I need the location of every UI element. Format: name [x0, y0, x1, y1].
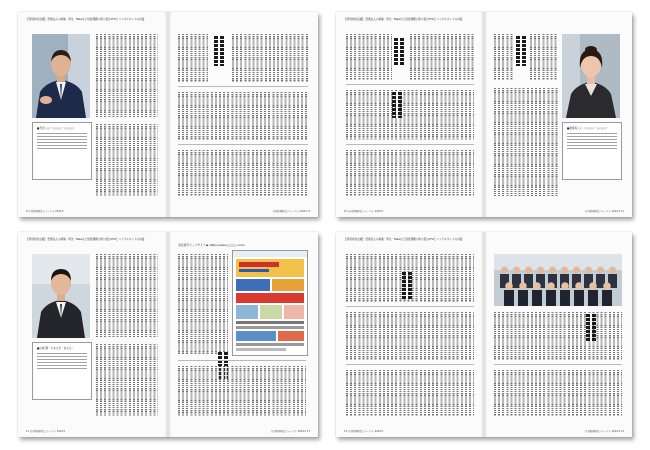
page-folio-left: 10 月刊税務経営ジャーナル 2019.5 [344, 210, 384, 213]
page-folio-left: 14 月刊税務経営ジャーナル 2019.5 [344, 430, 384, 433]
spread-gutter [481, 12, 487, 217]
profile-caption-text [37, 133, 87, 151]
section-headline [402, 272, 412, 300]
article-text-column [178, 92, 308, 140]
article-text-column [410, 34, 474, 80]
article-text-column [178, 254, 228, 354]
website-label: 会社紹介ウェブサイト ▶ https://www.○○○○.com/ [178, 243, 245, 247]
magazine-spread-4 [336, 232, 632, 437]
spread-header: 【特別対談企画】 医療法人の承継・再生・M&Aなど経営課題に取り組むCFOとコンサルタントの対話 [344, 18, 463, 21]
article-text-column [96, 124, 158, 196]
column-divider [494, 364, 622, 365]
magazine-spread-1 [18, 12, 318, 217]
magazine-spread-2 [336, 12, 632, 217]
article-text-column [494, 88, 558, 196]
page-folio-right: 月刊税務経営ジャーナル 2019.5 11 [584, 210, 624, 213]
profile-caption-name: ■取締役 ○○（○○○○・○○○○） [567, 127, 609, 130]
interviewee-photo-woman [562, 34, 620, 118]
profile-caption-text [37, 353, 87, 371]
column-divider [346, 84, 474, 85]
column-divider [178, 144, 308, 145]
page-folio-right: 月刊税務経営ジャーナル 2019.5 13 [270, 430, 310, 433]
spread-header: 【特別対談企画】 医療法人の承継・再生・M&Aなど経営課題に取り組むCFOとコンサルタントの対話 [26, 238, 145, 241]
article-text-column [96, 254, 158, 338]
profile-caption-name: ■代表 ○○（○○○○・○○○○） [37, 127, 76, 130]
profile-caption-text [567, 133, 617, 151]
column-divider [346, 364, 474, 365]
spread-header: 【特別対談企画】 医療法人の承継・再生・M&Aなど経営課題に取り組むCFOとコンサルタントの対話 [344, 238, 463, 241]
page-folio-left: 8 月刊税務経営ジャーナル 2019.5 [26, 210, 64, 213]
page-folio-right: 月刊税務経営ジャーナル 2019.5 9 [272, 210, 310, 213]
article-text-column [232, 34, 308, 82]
section-headline [394, 38, 406, 66]
article-text-column [494, 370, 622, 416]
spread-gutter [165, 232, 171, 437]
article-text-column [494, 34, 514, 80]
spread-header: 【特別対談企画】 医療法人の承継・再生・M&Aなど経営課題に取り組むCFOとコンサルタントの対話 [26, 18, 145, 21]
interviewee-photo-man [32, 34, 90, 118]
article-text-column [346, 370, 474, 416]
group-staff-photo [494, 254, 622, 306]
section-headline [586, 314, 596, 342]
article-text-column [178, 150, 308, 196]
article-text-column [178, 34, 208, 82]
page-folio-left: 12 月刊税務経営ジャーナル 2019.5 [26, 430, 66, 433]
article-text-column [96, 34, 158, 118]
section-headline [214, 36, 226, 66]
profile-caption-box [562, 122, 622, 180]
article-text-column [346, 90, 474, 140]
magazine-spread-3 [18, 232, 318, 437]
article-text-column [530, 34, 558, 80]
article-text-column [346, 34, 392, 80]
column-divider [178, 360, 306, 361]
profile-caption-box [32, 342, 92, 400]
column-divider [178, 86, 308, 87]
profile-caption-name: ■山崎 勝（やまざき・まさる） [37, 347, 74, 350]
website-screenshot [232, 250, 308, 356]
spread-gutter [481, 232, 487, 437]
column-divider [346, 144, 474, 145]
section-headline [392, 92, 402, 118]
section-headline [516, 36, 526, 66]
column-divider [346, 306, 474, 307]
article-text-column [96, 344, 158, 416]
article-text-column [346, 150, 474, 196]
article-text-column [494, 312, 622, 360]
profile-caption-box [32, 122, 92, 180]
page-folio-right: 月刊税務経営ジャーナル 2019.5 15 [584, 430, 624, 433]
spread-gutter [165, 12, 171, 217]
interviewee-photo-man-2 [32, 254, 90, 338]
article-text-column [178, 366, 306, 416]
article-text-column [346, 312, 474, 360]
